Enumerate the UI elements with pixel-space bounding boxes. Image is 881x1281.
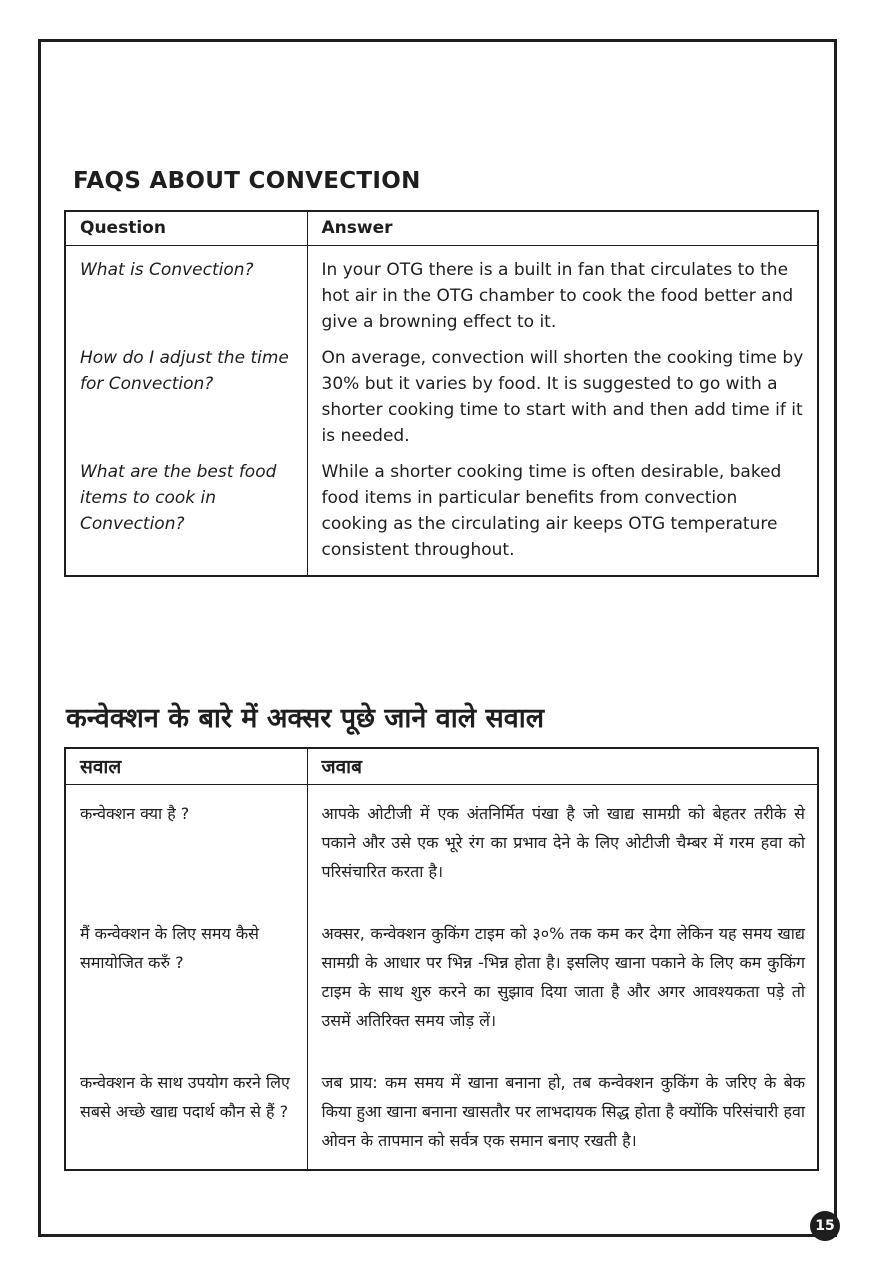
table-row xyxy=(65,245,818,343)
question-cell: मैं कन्वेक्शन के लिए समय कैसे समायोजित करुँ ? xyxy=(65,912,307,1061)
page-number-badge: 15 xyxy=(810,1211,840,1241)
table-row xyxy=(65,912,818,1061)
hindi-faq-table xyxy=(64,747,819,1171)
answer-cell: On average, convection will shorten the cooking time by 30% but it varies by food. It is suggested to go with a shorter cooking time to start with and then add time if it is needed. xyxy=(307,343,818,458)
hindi-faq-title: कन्वेक्शन के बारे में अक्सर पूछे जाने वाले सवाल xyxy=(66,703,545,734)
answer-cell: जब प्राय: कम समय में खाना बनाना हो, तब कन्वेक्शन कुकिंग के जरिए के बेक किया हुआ खाना बनाना खासतौर पर लाभदायक सिद्ध होता है क्योंकि परिसंचारी हवा ओवन के तापमान को सर्वत्र एक समान बनाए रखती है। xyxy=(307,1061,818,1170)
answer-cell: आपके ओटीजी में एक अंतनिर्मित पंखा है जो खाद्य सामग्री को बेहतर तरीके से पकाने और उसे एक भूरे रंग का प्रभाव देने के लिए ओटीजी चैम्बर में गरम हवा को परिसंचारित करता है। xyxy=(307,784,818,912)
question-column-header: सवाल xyxy=(65,748,307,784)
answer-cell: अक्सर, कन्वेक्शन कुकिंग टाइम को ३०% तक कम कर देगा लेकिन यह समय खाद्य सामग्री के आधार पर भिन्न -भिन्न होता है। इसलिए खाना पकाने के लिए कम कुकिंग टाइम के साथ शुरु करने का सुझाव दिया जाता है और अगर आवश्यकता पड़े तो उसमें अतिरिक्त समय जोड़ लें। xyxy=(307,912,818,1061)
table-header-row xyxy=(65,211,818,245)
answer-cell: In your OTG there is a built in fan that circulates to the hot air in the OTG chamber to cook the food better and give a browning effect to it. xyxy=(307,245,818,343)
answer-cell: While a shorter cooking time is often desirable, baked food items in particular benefits from convection cooking as the circulating air keeps OTG temperature consistent throughout. xyxy=(307,458,818,576)
question-cell: कन्वेक्शन के साथ उपयोग करने लिए सबसे अच्छे खाद्य पदार्थ कौन से हैं ? xyxy=(65,1061,307,1170)
question-cell: What is Convection? xyxy=(65,245,307,343)
question-column-header: Question xyxy=(65,211,307,245)
question-cell: How do I adjust the time for Convection? xyxy=(65,343,307,458)
table-row xyxy=(65,458,818,576)
english-faq-title: FAQS ABOUT CONVECTION xyxy=(73,168,421,194)
question-cell: What are the best food items to cook in Convection? xyxy=(65,458,307,576)
table-header-row xyxy=(65,748,818,784)
answer-column-header: Answer xyxy=(307,211,818,245)
table-row xyxy=(65,784,818,912)
table-row xyxy=(65,343,818,458)
question-cell: कन्वेक्शन क्या है ? xyxy=(65,784,307,912)
answer-column-header: जवाब xyxy=(307,748,818,784)
table-row xyxy=(65,1061,818,1170)
english-faq-table xyxy=(64,210,819,577)
